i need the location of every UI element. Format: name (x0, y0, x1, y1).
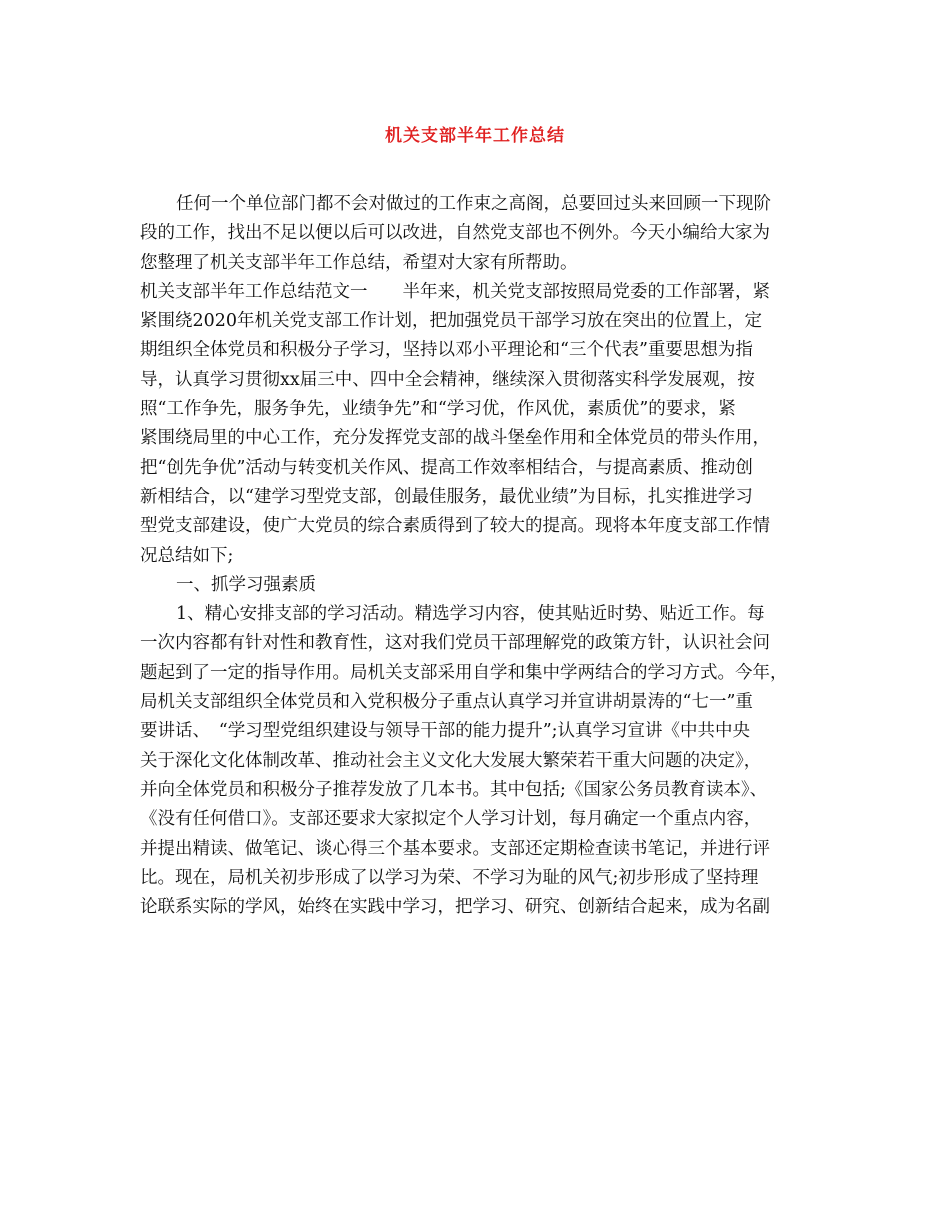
body-line: 一次内容都有针对性和教育性，这对我们党员干部理解党的政策方针，认识社会问 (140, 633, 770, 654)
body-line: 一、抓学习强素质 (176, 574, 316, 595)
body-line: 您整理了机关支部半年工作总结，希望对大家有所帮助。 (140, 252, 578, 273)
body-line: 1、精心安排支部的学习活动。精选学习内容，使其贴近时势、贴近工作。每 (176, 604, 765, 625)
body-line: 机关支部半年工作总结范文一 半年来，机关党支部按照局党委的工作部署，紧 (140, 281, 770, 302)
body-line: 题起到了一定的指导作用。局机关支部采用自学和集中学两结合的学习方式。今年， (140, 662, 788, 683)
body-line: 比。现在，局机关初步形成了以学习为荣、不学习为耻的风气;初步形成了坚持理 (140, 867, 759, 888)
body-line: 况总结如下; (140, 545, 234, 566)
body-line: 导，认真学习贯彻xx届三中、四中全会精神，继续深入贯彻落实科学发展观，按 (140, 369, 755, 390)
body-line: 把“创先争优”活动与转变机关作风、提高工作效率相结合，与提高素质、推动创 (140, 457, 753, 478)
body-line: 紧围绕局里的中心工作，充分发挥党支部的战斗堡垒作用和全体党员的带头作用， (140, 428, 770, 449)
document-title: 机关支部半年工作总结 (385, 126, 565, 146)
body-line: 《没有任何借口》。支部还要求大家拟定个人学习计划，每月确定一个重点内容， (140, 809, 762, 830)
body-line: 要讲话、 “学习型党组织建设与领导干部的能力提升”;认真学习宣讲《中共中央 (140, 721, 751, 742)
body-line: 论联系实际的学风，始终在实践中学习，把学习、研究、创新结合起来，成为名副 (140, 897, 770, 918)
body-line: 并向全体党员和积极分子推荐发放了几本书。其中包括;《国家公务员教育读本》、 (140, 779, 768, 800)
body-line: 照“工作争先，服务争先，业绩争先”和“学习优，作风优，素质优”的要求，紧 (140, 399, 736, 420)
body-line: 紧围绕2020年机关党支部工作计划，把加强党员干部学习放在突出的位置上，定 (140, 311, 763, 332)
body-line: 期组织全体党员和积极分子学习，坚持以邓小平理论和“三个代表”重要思想为指 (140, 340, 753, 361)
body-line: 段的工作，找出不足以便以后可以改进，自然党支部也不例外。今天小编给大家为 (140, 223, 770, 244)
body-line: 任何一个单位部门都不会对做过的工作束之高阁，总要回过头来回顾一下现阶 (176, 194, 771, 214)
body-line: 新相结合，以“建学习型党支部，创最佳服务，最优业绩”为目标，扎实推进学习 (140, 486, 753, 507)
document-body (140, 190, 820, 922)
body-line: 并提出精读、做笔记、谈心得三个基本要求。支部还定期检查读书笔记，并进行评 (140, 838, 770, 859)
body-line: 关于深化文化体制改革、推动社会主义文化大发展大繁荣若干重大问题的决定》， (140, 750, 762, 771)
body-line: 局机关支部组织全体党员和入党积极分子重点认真学习并宣讲胡景涛的“七一”重 (140, 692, 753, 713)
body-line: 型党支部建设，使广大党员的综合素质得到了较大的提高。现将本年度支部工作情 (140, 516, 770, 537)
